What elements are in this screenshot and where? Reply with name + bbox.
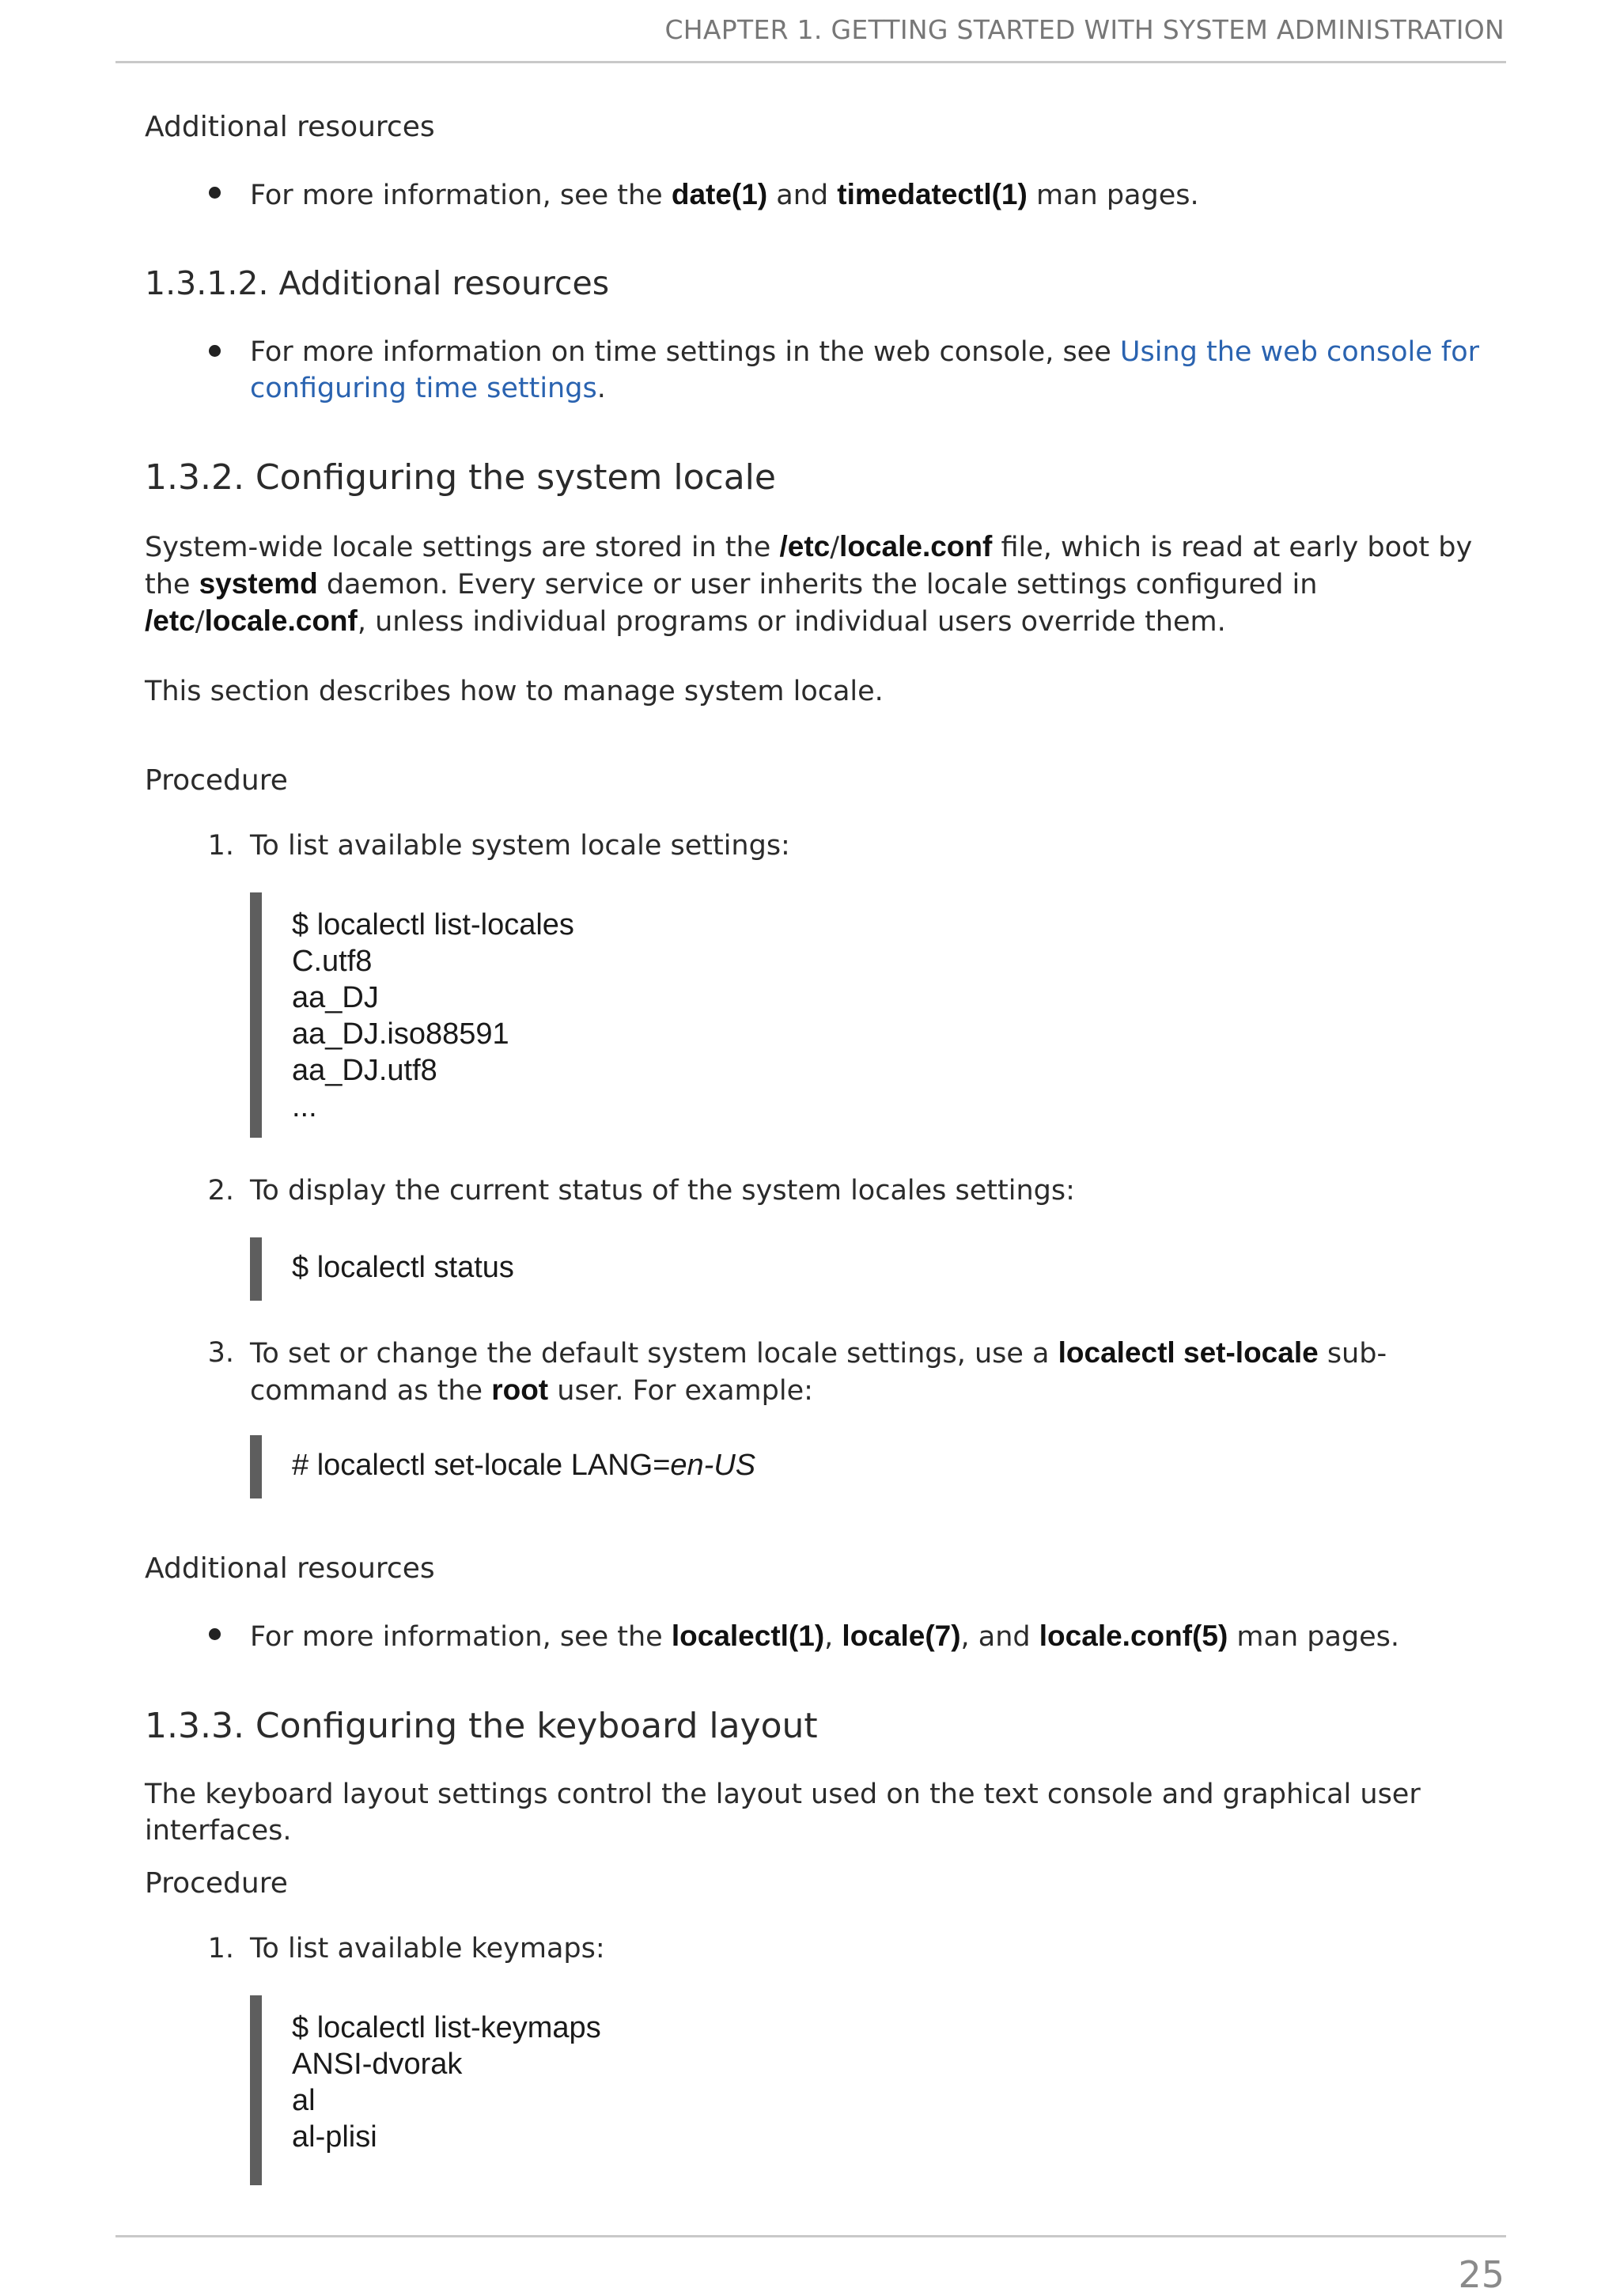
web-console-time-settings-link[interactable]: Using the web console for configuring time settings [250, 336, 1480, 404]
step-number: 2. [207, 1175, 234, 1207]
code-line: aa_DJ [292, 981, 379, 1014]
code-line: C.utf8 [292, 945, 373, 978]
code-block [250, 892, 574, 1138]
code-line: al-plisi [292, 2120, 377, 2154]
locale-section-paragraph: This section describes how to manage system locale. [145, 676, 884, 707]
bullet-icon [209, 187, 221, 199]
section-heading-132: 1.3.2. Configuring the system locale [145, 457, 776, 498]
step-number: 1. [207, 1933, 234, 1964]
code-line: $ localectl list-locales [292, 908, 574, 942]
code-line: $ localectl list-keymaps [292, 2011, 601, 2044]
list-item: For more information on time settings in the web console, see Using the web console for configuring time settings. [250, 336, 1480, 404]
code-line: al [292, 2084, 316, 2117]
section-heading-133: 1.3.3. Configuring the keyboard layout [145, 1706, 818, 1746]
section-heading-1312: 1.3.1.2. Additional resources [145, 264, 610, 302]
additional-resources-heading: Additional resources [145, 111, 435, 143]
code-block [250, 1435, 755, 1498]
code-line: # localectl set-locale LANG=en-US [292, 1449, 756, 1482]
procedure-heading: Procedure [145, 1867, 288, 1900]
list-item: For more information, see the localectl(1), locale(7), and locale.conf(5) man pages. [250, 1620, 1400, 1653]
code-line: aa_DJ.iso88591 [292, 1017, 509, 1051]
footer-rule [115, 2235, 1506, 2237]
step-text: To list available keymaps: [250, 1933, 605, 1964]
code-line: ANSI-dvorak [292, 2048, 463, 2081]
additional-resources-heading: Additional resources [145, 1552, 435, 1585]
procedure-heading: Procedure [145, 764, 288, 797]
page-number: 25 [1458, 2253, 1505, 2296]
code-block [250, 1237, 514, 1301]
step-number: 1. [207, 830, 234, 862]
keyboard-intro-paragraph: The keyboard layout settings control the layout used on the text console and graphical user interfaces. [145, 1779, 1421, 1847]
step-number: 3. [207, 1337, 234, 1369]
step-text: To display the current status of the system locales settings: [250, 1175, 1075, 1207]
step-text: To set or change the default system locale settings, use a localectl set-locale sub-command as the root user. For example: [250, 1336, 1387, 1407]
step-text: To list available system locale settings: [250, 830, 790, 862]
code-line: ... [292, 1090, 317, 1123]
locale-intro-paragraph: System-wide locale settings are stored in the /etc/locale.conf file, which is read at early boot by the systemd daemon. Every service or user inherits the locale settings configured in /etc/locale.conf, unless individual programs or individual users override them. [145, 530, 1473, 638]
list-item: For more information, see the date(1) and timedatectl(1) man pages. [250, 178, 1199, 211]
code-block [250, 1995, 601, 2185]
code-line: $ localectl status [292, 1251, 514, 1284]
bullet-icon [209, 1628, 221, 1640]
running-header: CHAPTER 1. GETTING STARTED WITH SYSTEM ADMINISTRATION [664, 14, 1505, 45]
header-rule [115, 61, 1506, 63]
bullet-icon [209, 345, 221, 357]
code-line: aa_DJ.utf8 [292, 1054, 437, 1087]
